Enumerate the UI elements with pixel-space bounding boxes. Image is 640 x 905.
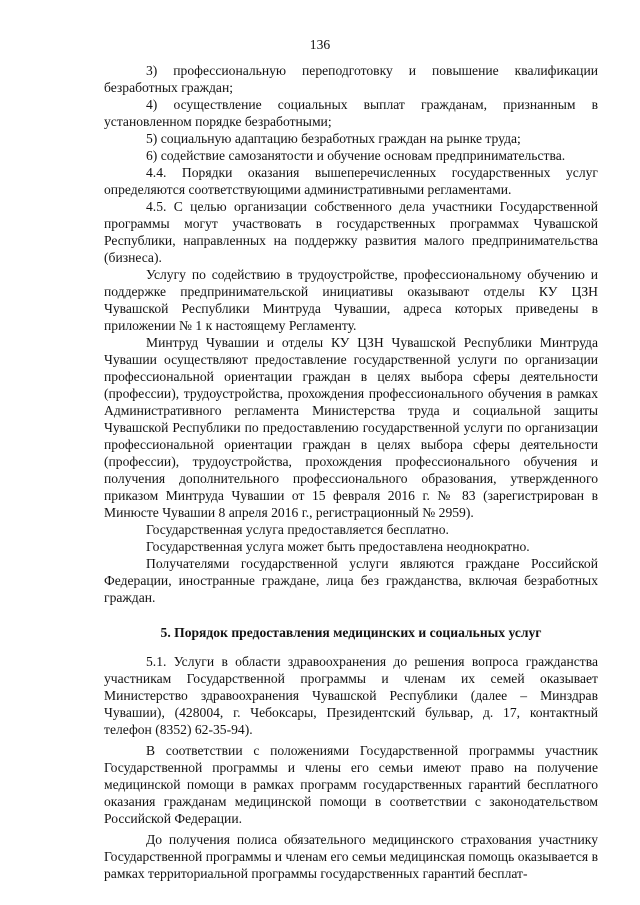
paragraph: Минтруд Чувашии и отделы КУ ЦЗН Чувашской Республики Минтруда Чувашии осуществляют предоставление государственной услуги по организации профессиональной ориентации граждан в целях выбора сферы деятельности (профессии), трудоустройства, прохождения профессионального обучения в рамках Административного регламента Министерства труда и социальной защиты Чувашской Республики по предоставлению государственной услуги по организации профессиональной ориентации граждан в целях выбора сферы деятельности (профессии), трудоустройства, прохождения профессионального обучения и получения дополнительного профессионального образования, утвержденного приказом Минтруда Чувашии от 15 февраля 2016 г. № 83 (зарегистрирован в Минюсте Чувашии 8 апреля 2016 г., регистрационный № 2959).	[104, 335, 598, 520]
paragraph: 4) осуществление социальных выплат гражданам, признанным в установленном порядке безработными;	[104, 97, 598, 129]
paragraph: 5.1. Услуги в области здравоохранения до решения вопроса гражданства участникам Государственной программы и членам их семей оказывает Министерство здравоохранения Чувашской Республики (далее – Минздрав Чувашии), (428004, г. Чебоксары, Президентский бульвар, д. 17, контактный телефон (8352) 62-35-94).	[104, 654, 598, 737]
paragraph: 5) социальную адаптацию безработных граждан на рынке труда;	[146, 131, 521, 146]
document-body	[104, 62, 598, 882]
paragraph: В соответствии с положениями Государственной программы участник Государственной программы и члены его семьи имеют право на получение медицинской помощи в рамках программ государственных гарантий бесплатного оказания гражданам медицинской помощи в соответствии с законодательством Российской Федерации.	[104, 743, 598, 826]
paragraph: Услугу по содействию в трудоустройстве, профессиональному обучению и поддержке предпринимательской инициативы оказывают отделы КУ ЦЗН Чувашской Республики Минтруда Чувашии, адреса которых приведены в приложении № 1 к настоящему Регламенту.	[104, 267, 598, 333]
paragraph: 3) профессиональную переподготовку и повышение квалификации безработных граждан;	[104, 63, 598, 95]
paragraph: До получения полиса обязательного медицинского страхования участнику Государственной программы и членам его семьи медицинская помощь оказывается в рамках территориальной программы государственных гарантий бесплат-	[104, 832, 598, 881]
paragraph: Получателями государственной услуги являются граждане Российской Федерации, иностранные граждане, лица без гражданства, включая безработных граждан.	[104, 556, 598, 605]
paragraph: Государственная услуга может быть предоставлена неоднократно.	[146, 539, 530, 554]
section-heading: 5. Порядок предоставления медицинских и социальных услуг	[160, 625, 542, 640]
page-number: 136	[309, 37, 331, 52]
paragraph: 6) содействие самозанятости и обучение основам предпринимательства.	[146, 148, 566, 163]
paragraph: 4.4. Порядки оказания вышеперечисленных государственных услуг определяются соответствующими административными регламентами.	[104, 165, 598, 197]
paragraph: Государственная услуга предоставляется бесплатно.	[146, 522, 449, 537]
paragraph: 4.5. С целью организации собственного дела участники Государственной программы могут участвовать в государственных программах Чувашской Республики, направленных на поддержку развития малого предпринимательства (бизнеса).	[104, 199, 598, 265]
